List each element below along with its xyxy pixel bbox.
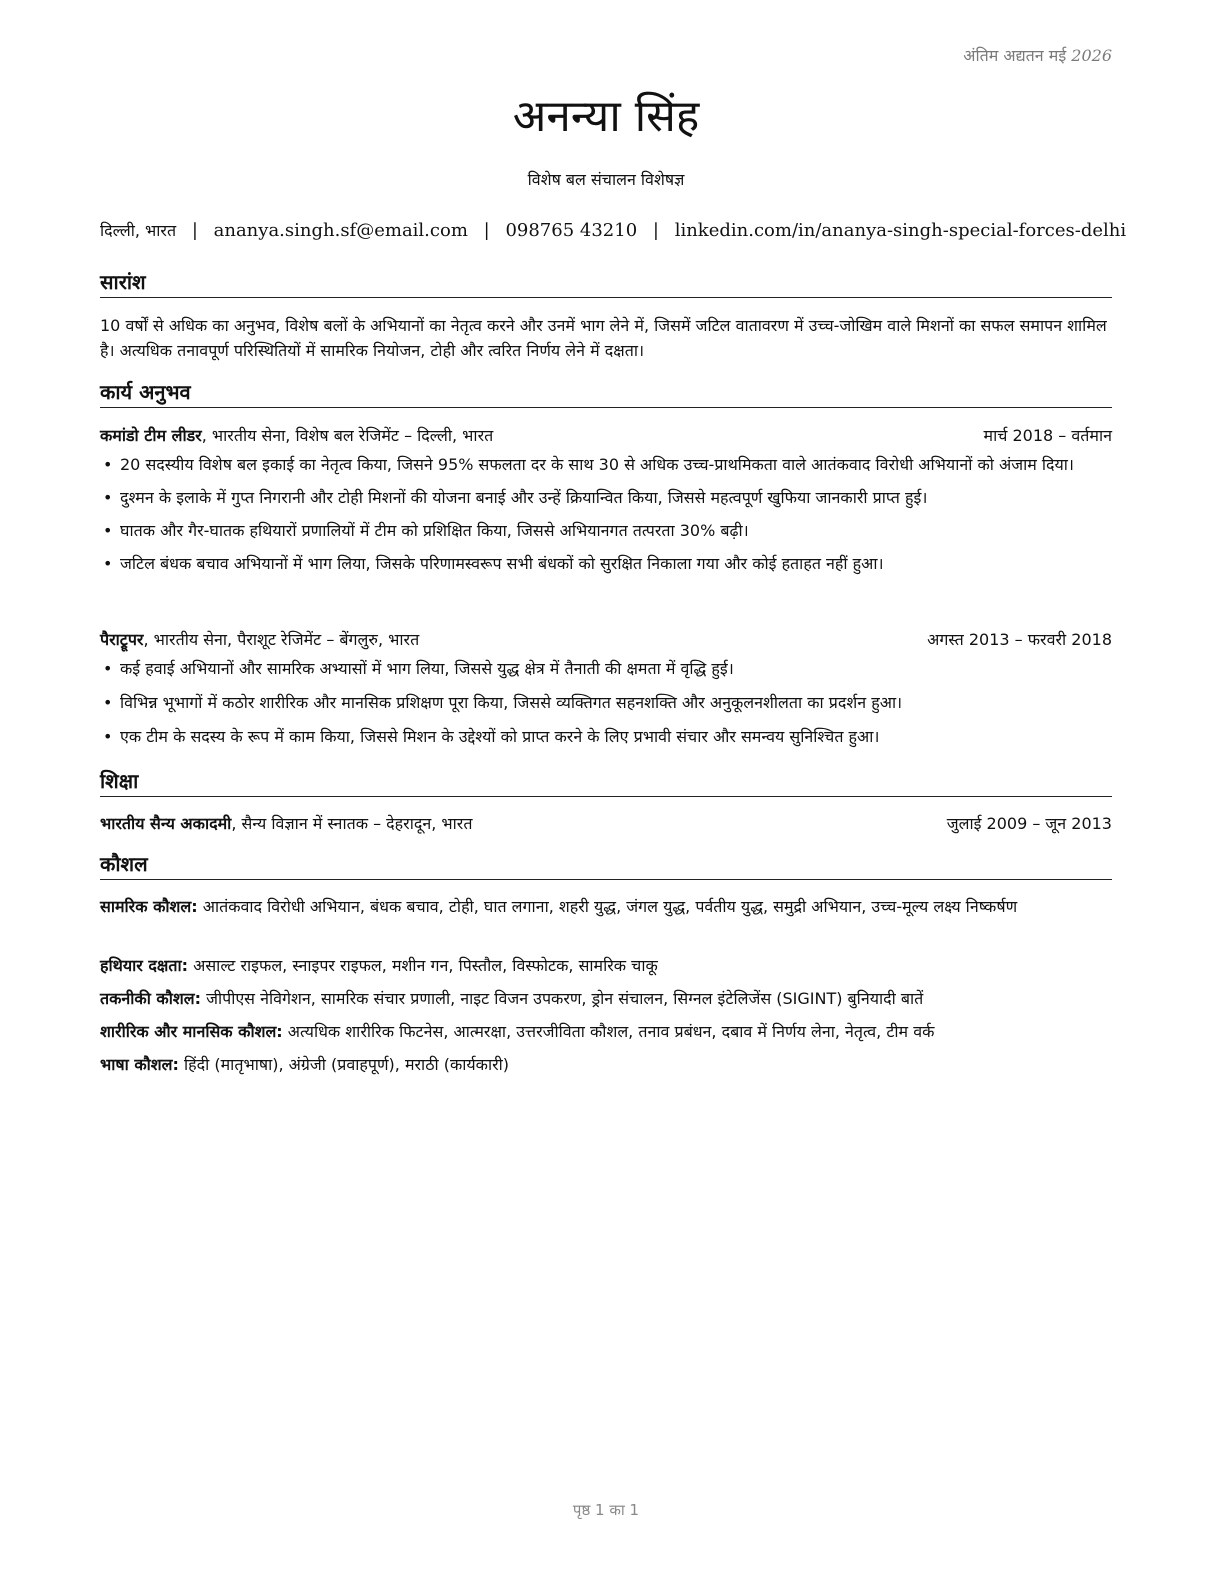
candidate-title: विशेष बल संचालन विशेषज्ञ: [527, 170, 685, 189]
job-org: , भारतीय सेना, विशेष बल रेजिमेंट – दिल्ली, भारत: [201, 426, 494, 445]
skill-label: सामरिक कौशल:: [100, 897, 198, 916]
job-bullet: • जटिल बंधक बचाव अभियानों में भाग लिया, जिसके परिणामस्वरूप सभी बंधकों को सुरक्षित निकाला गया और कोई हताहत नहीं हुआ।: [100, 551, 1112, 576]
job-bullets: [100, 656, 1112, 749]
job-bullets: [100, 452, 1112, 576]
contact-email[interactable]: ananya.singh.sf@email.com: [213, 220, 468, 241]
page-number: पृष्ठ 1 का 1: [572, 1501, 640, 1519]
job-title-line: [100, 628, 419, 650]
skill-row: [100, 1052, 1112, 1077]
skill-row: [100, 1019, 1112, 1044]
last-updated: [963, 44, 1112, 66]
skill-row: [100, 953, 1112, 978]
contact-location: दिल्ली, भारत: [100, 221, 177, 240]
job-bullet: • एक टीम के सदस्य के रूप में काम किया, जिससे मिशन के उद्देश्यों को प्राप्त करने के लिए प्रभावी संचार और समन्वय सुनिश्चित हुआ।: [100, 724, 1112, 749]
job-date-start: मार्च 2018 –: [983, 426, 1072, 445]
education-line: [100, 812, 472, 834]
resume-page: [100, 0, 1127, 1584]
last-updated-label: अंतिम अद्यतन मई: [963, 46, 1067, 65]
contact-separator: |: [652, 220, 659, 241]
skill-value: अत्यधिक शारीरिक फिटनेस, आत्मरक्षा, उत्तरजीविता कौशल, तनाव प्रबंधन, दबाव में निर्णय लेना, नेतृत्व, टीम वर्क: [282, 1022, 935, 1041]
job-bullet: • घातक और गैर-घातक हथियारों प्रणालियों में टीम को प्रशिक्षित किया, जिससे अभियानगत तत्परता 30% बढ़ी।: [100, 518, 1112, 543]
skill-label: भाषा कौशल:: [100, 1055, 179, 1074]
skill-value: जीपीएस नेविगेशन, सामरिक संचार प्रणाली, नाइट विजन उपकरण, ड्रोन संचालन, सिग्नल इंटेलिजेंस (SIGINT) बुनियादी बातें: [201, 989, 924, 1008]
skill-value: असाल्ट राइफल, स्नाइपर राइफल, मशीन गन, पिस्तौल, विस्फोटक, सामरिक चाकू: [188, 956, 658, 975]
contact-phone[interactable]: 098765 43210: [505, 220, 638, 241]
skill-row: [100, 986, 1112, 1011]
skill-row: [100, 894, 1112, 919]
education-detail: , सैन्य विज्ञान में स्नातक – देहरादून, भारत: [231, 814, 473, 833]
education-institution: भारतीय सैन्य अकादमी: [100, 814, 232, 833]
section-title-summary: सारांश: [100, 268, 1112, 298]
contact-separator: |: [191, 220, 198, 241]
skill-value: आतंकवाद विरोधी अभियान, बंधक बचाव, टोही, घात लगाना, शहरी युद्ध, जंगल युद्ध, पर्वतीय युद्ध, समुद्री अभियान, उच्च-मूल्य लक्ष्य निष्कर्षण: [197, 897, 1018, 916]
job-bullet: • दुश्मन के इलाके में गुप्त निगरानी और टोही मिशनों की योजना बनाई और उन्हें क्रियान्वित किया, जिससे महत्वपूर्ण खुफिया जानकारी प्राप्त हुई।: [100, 485, 1112, 510]
skill-label: हथियार दक्षता:: [100, 956, 189, 975]
skill-label: तकनीकी कौशल:: [100, 989, 201, 1008]
section-title-education: शिक्षा: [100, 767, 1112, 797]
job-org: , भारतीय सेना, पैराशूट रेजिमेंट – बेंगलुरु, भारत: [143, 630, 420, 649]
candidate-name: अनन्या सिंह: [512, 91, 700, 142]
contact-separator: |: [483, 220, 490, 241]
job-bullet: • 20 सदस्यीय विशेष बल इकाई का नेतृत्व किया, जिसने 95% सफलता दर के साथ 30 से अधिक उच्च-प्राथमिकता वाले आतंकवाद विरोधी अभियानों को अंजाम दिया।: [100, 452, 1112, 477]
section-title-skills: कौशल: [100, 850, 1112, 880]
job-bullet: • विभिन्न भूभागों में कठोर शारीरिक और मानसिक प्रशिक्षण पूरा किया, जिससे व्यक्तिगत सहनशक्ति और अनुकूलनशीलता का प्रदर्शन हुआ।: [100, 690, 1112, 715]
job-bullet: • कई हवाई अभियानों और सामरिक अभ्यासों में भाग लिया, जिससे युद्ध क्षेत्र में तैनाती की क्षमता में वृद्धि हुई।: [100, 656, 1112, 681]
education-entry: [100, 812, 1112, 834]
last-updated-year: 2026: [1071, 46, 1112, 65]
contact-line: [100, 219, 1127, 241]
job-header: [100, 628, 1112, 650]
contact-linkedin[interactable]: linkedin.com/in/ananya-singh-special-forces-delhi: [674, 220, 1127, 241]
job-role: कमांडो टीम लीडर: [100, 426, 202, 445]
job-header: [100, 424, 1112, 446]
job-date-end: वर्तमान: [1071, 426, 1112, 445]
job-title-line: [100, 424, 493, 446]
summary-text: 10 वर्षों से अधिक का अनुभव, विशेष बलों के अभियानों का नेतृत्व करने और उनमें भाग लेने में, जिसमें जटिल वातावरण में उच्च-जोखिम वाले मिशनों का सफल समापन शामिल है। अत्यधिक तनावपूर्ण परिस्थितियों में सामरिक नियोजन, टोही और त्वरित निर्णय लेने में दक्षता।: [100, 316, 1107, 360]
section-title-experience: कार्य अनुभव: [100, 378, 1112, 408]
skill-value: हिंदी (मातृभाषा), अंग्रेजी (प्रवाहपूर्ण), मराठी (कार्यकारी): [178, 1055, 510, 1074]
job-date: [984, 424, 1112, 446]
job-date: [927, 628, 1112, 650]
job-role: पैराट्रूपर: [100, 630, 144, 649]
skill-label: शारीरिक और मानसिक कौशल:: [100, 1022, 283, 1041]
education-date: जुलाई 2009 – जून 2013: [946, 814, 1112, 833]
job-date-start: अगस्त 2013 – फरवरी 2018: [927, 630, 1112, 649]
